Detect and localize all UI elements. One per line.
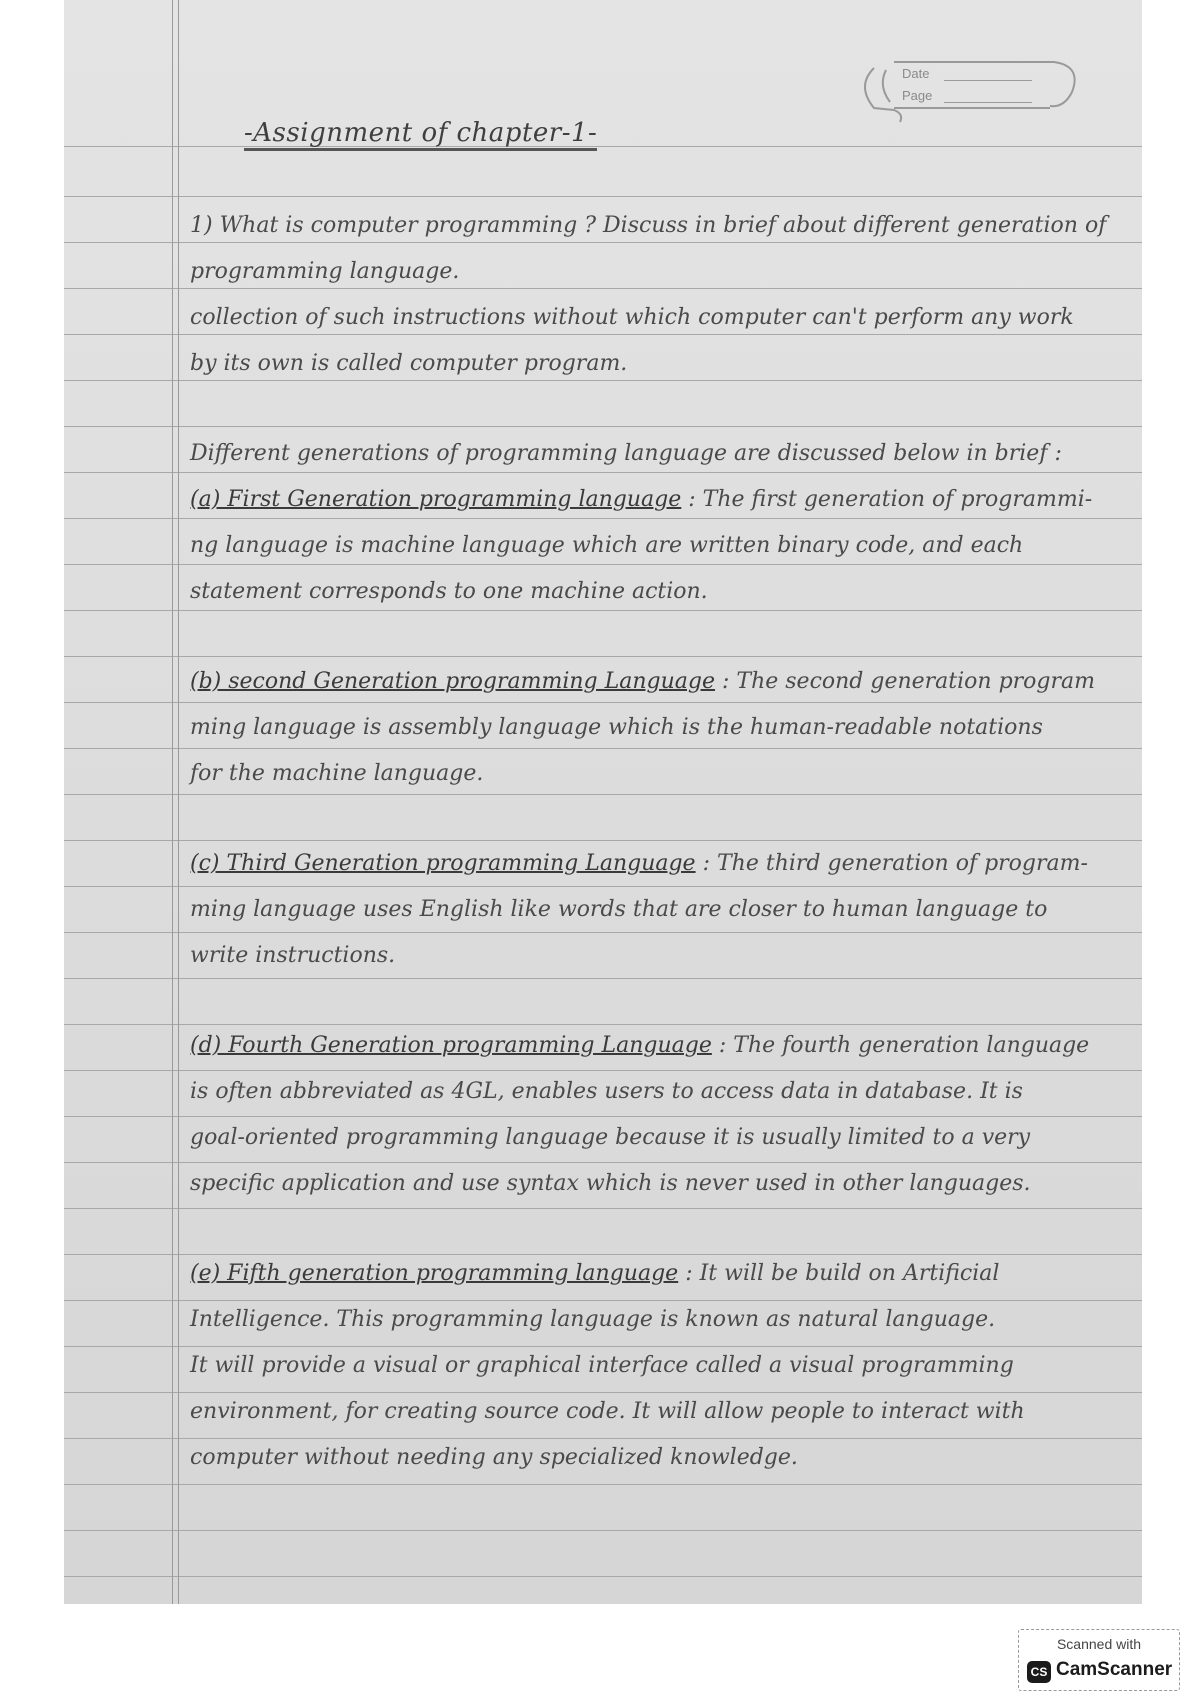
- camscanner-badge: [1018, 1629, 1180, 1691]
- ruled-line: [64, 564, 1142, 565]
- ruled-line: [64, 1438, 1142, 1439]
- ruled-line: [64, 1484, 1142, 1485]
- ruled-line: [64, 886, 1142, 887]
- answer-line: collection of such instructions without which computer can't perform any work: [190, 305, 1074, 330]
- ruled-line: [64, 1254, 1142, 1255]
- ruled-line: [64, 1208, 1142, 1209]
- ruled-line: [64, 1162, 1142, 1163]
- section-c-line: write instructions.: [190, 943, 396, 968]
- section-e-line: It will provide a visual or graphical interface called a visual programming: [190, 1353, 1014, 1378]
- ruled-line: [64, 380, 1142, 381]
- page-label: Page: [902, 88, 933, 103]
- camscanner-brand: CamScanner: [1056, 1659, 1173, 1680]
- ruled-line: [64, 288, 1142, 289]
- ruled-line: [64, 978, 1142, 979]
- camscanner-logo-icon: CS: [1027, 1661, 1051, 1683]
- ruled-line: [64, 196, 1142, 197]
- ruled-line: [64, 1530, 1142, 1531]
- section-e-line: environment, for creating source code. It will allow people to interact with: [190, 1399, 1025, 1424]
- intro-line: Different generations of programming language are discussed below in brief :: [190, 441, 1062, 466]
- section-b-lead: (b) second Generation programming Language : The second generation program: [190, 669, 1096, 694]
- ruled-line: [64, 610, 1142, 611]
- ruled-line: [64, 518, 1142, 519]
- date-blank: [944, 80, 1032, 81]
- ruled-line: [64, 1116, 1142, 1117]
- margin-line: [178, 0, 179, 1604]
- margin-line: [172, 0, 173, 1604]
- section-c-lead: (c) Third Generation programming Language : The third generation of program-: [190, 851, 1088, 876]
- ruled-line: [64, 840, 1142, 841]
- question-line: programming language.: [190, 259, 460, 284]
- page-title: -Assignment of chapter-1-: [244, 118, 597, 151]
- section-a-line: statement corresponds to one machine action.: [190, 579, 708, 604]
- ruled-line: [64, 794, 1142, 795]
- section-heading: (b) second Generation programming Language: [190, 669, 715, 694]
- ruled-line: [64, 426, 1142, 427]
- ruled-line: [64, 702, 1142, 703]
- notebook-page: [64, 0, 1142, 1604]
- section-e-lead: (e) Fifth generation programming language : It will be build on Artificial: [190, 1261, 1000, 1286]
- scroll-banner-icon: [854, 48, 1084, 124]
- section-c-line: ming language uses English like words that are closer to human language to: [190, 897, 1048, 922]
- ruled-line: [64, 1392, 1142, 1393]
- date-label: Date: [902, 66, 930, 81]
- section-a-lead: (a) First Generation programming language : The first generation of programmi-: [190, 487, 1093, 512]
- ruled-line: [64, 472, 1142, 473]
- section-d-line: specific application and use syntax which is never used in other languages.: [190, 1171, 1031, 1196]
- section-heading: (e) Fifth generation programming language: [190, 1261, 679, 1286]
- section-d-lead: (d) Fourth Generation programming Language : The fourth generation language: [190, 1033, 1090, 1058]
- ruled-line: [64, 1070, 1142, 1071]
- ruled-line: [64, 932, 1142, 933]
- section-d-line: is often abbreviated as 4GL, enables users to access data in database. It is: [190, 1079, 1023, 1104]
- ruled-line: [64, 656, 1142, 657]
- section-heading: (d) Fourth Generation programming Language: [190, 1033, 712, 1058]
- ruled-line: [64, 146, 1142, 147]
- ruled-line: [64, 748, 1142, 749]
- ruled-line: [64, 1024, 1142, 1025]
- section-b-line: ming language is assembly language which is the human-readable notations: [190, 715, 1043, 740]
- section-e-line: Intelligence. This programming language is known as natural language.: [190, 1307, 996, 1332]
- ruled-line: [64, 334, 1142, 335]
- section-e-line: computer without needing any specialized knowledge.: [190, 1445, 798, 1470]
- section-a-line: ng language is machine language which are written binary code, and each: [190, 533, 1024, 558]
- scanned-with-caption: Scanned with: [1056, 1636, 1142, 1652]
- page-blank: [944, 102, 1032, 103]
- ruled-line: [64, 1576, 1142, 1577]
- ruled-line: [64, 1346, 1142, 1347]
- section-heading: (c) Third Generation programming Language: [190, 851, 696, 876]
- ruled-line: [64, 1300, 1142, 1301]
- question-line: 1) What is computer programming ? Discuss in brief about different generation of: [190, 213, 1107, 238]
- ruled-line: [64, 242, 1142, 243]
- section-b-line: for the machine language.: [190, 761, 484, 786]
- section-d-line: goal-oriented programming language because it is usually limited to a very: [190, 1125, 1031, 1150]
- answer-line: by its own is called computer program.: [190, 351, 628, 376]
- section-heading: (a) First Generation programming language: [190, 487, 682, 512]
- date-page-stamp: [854, 48, 1084, 124]
